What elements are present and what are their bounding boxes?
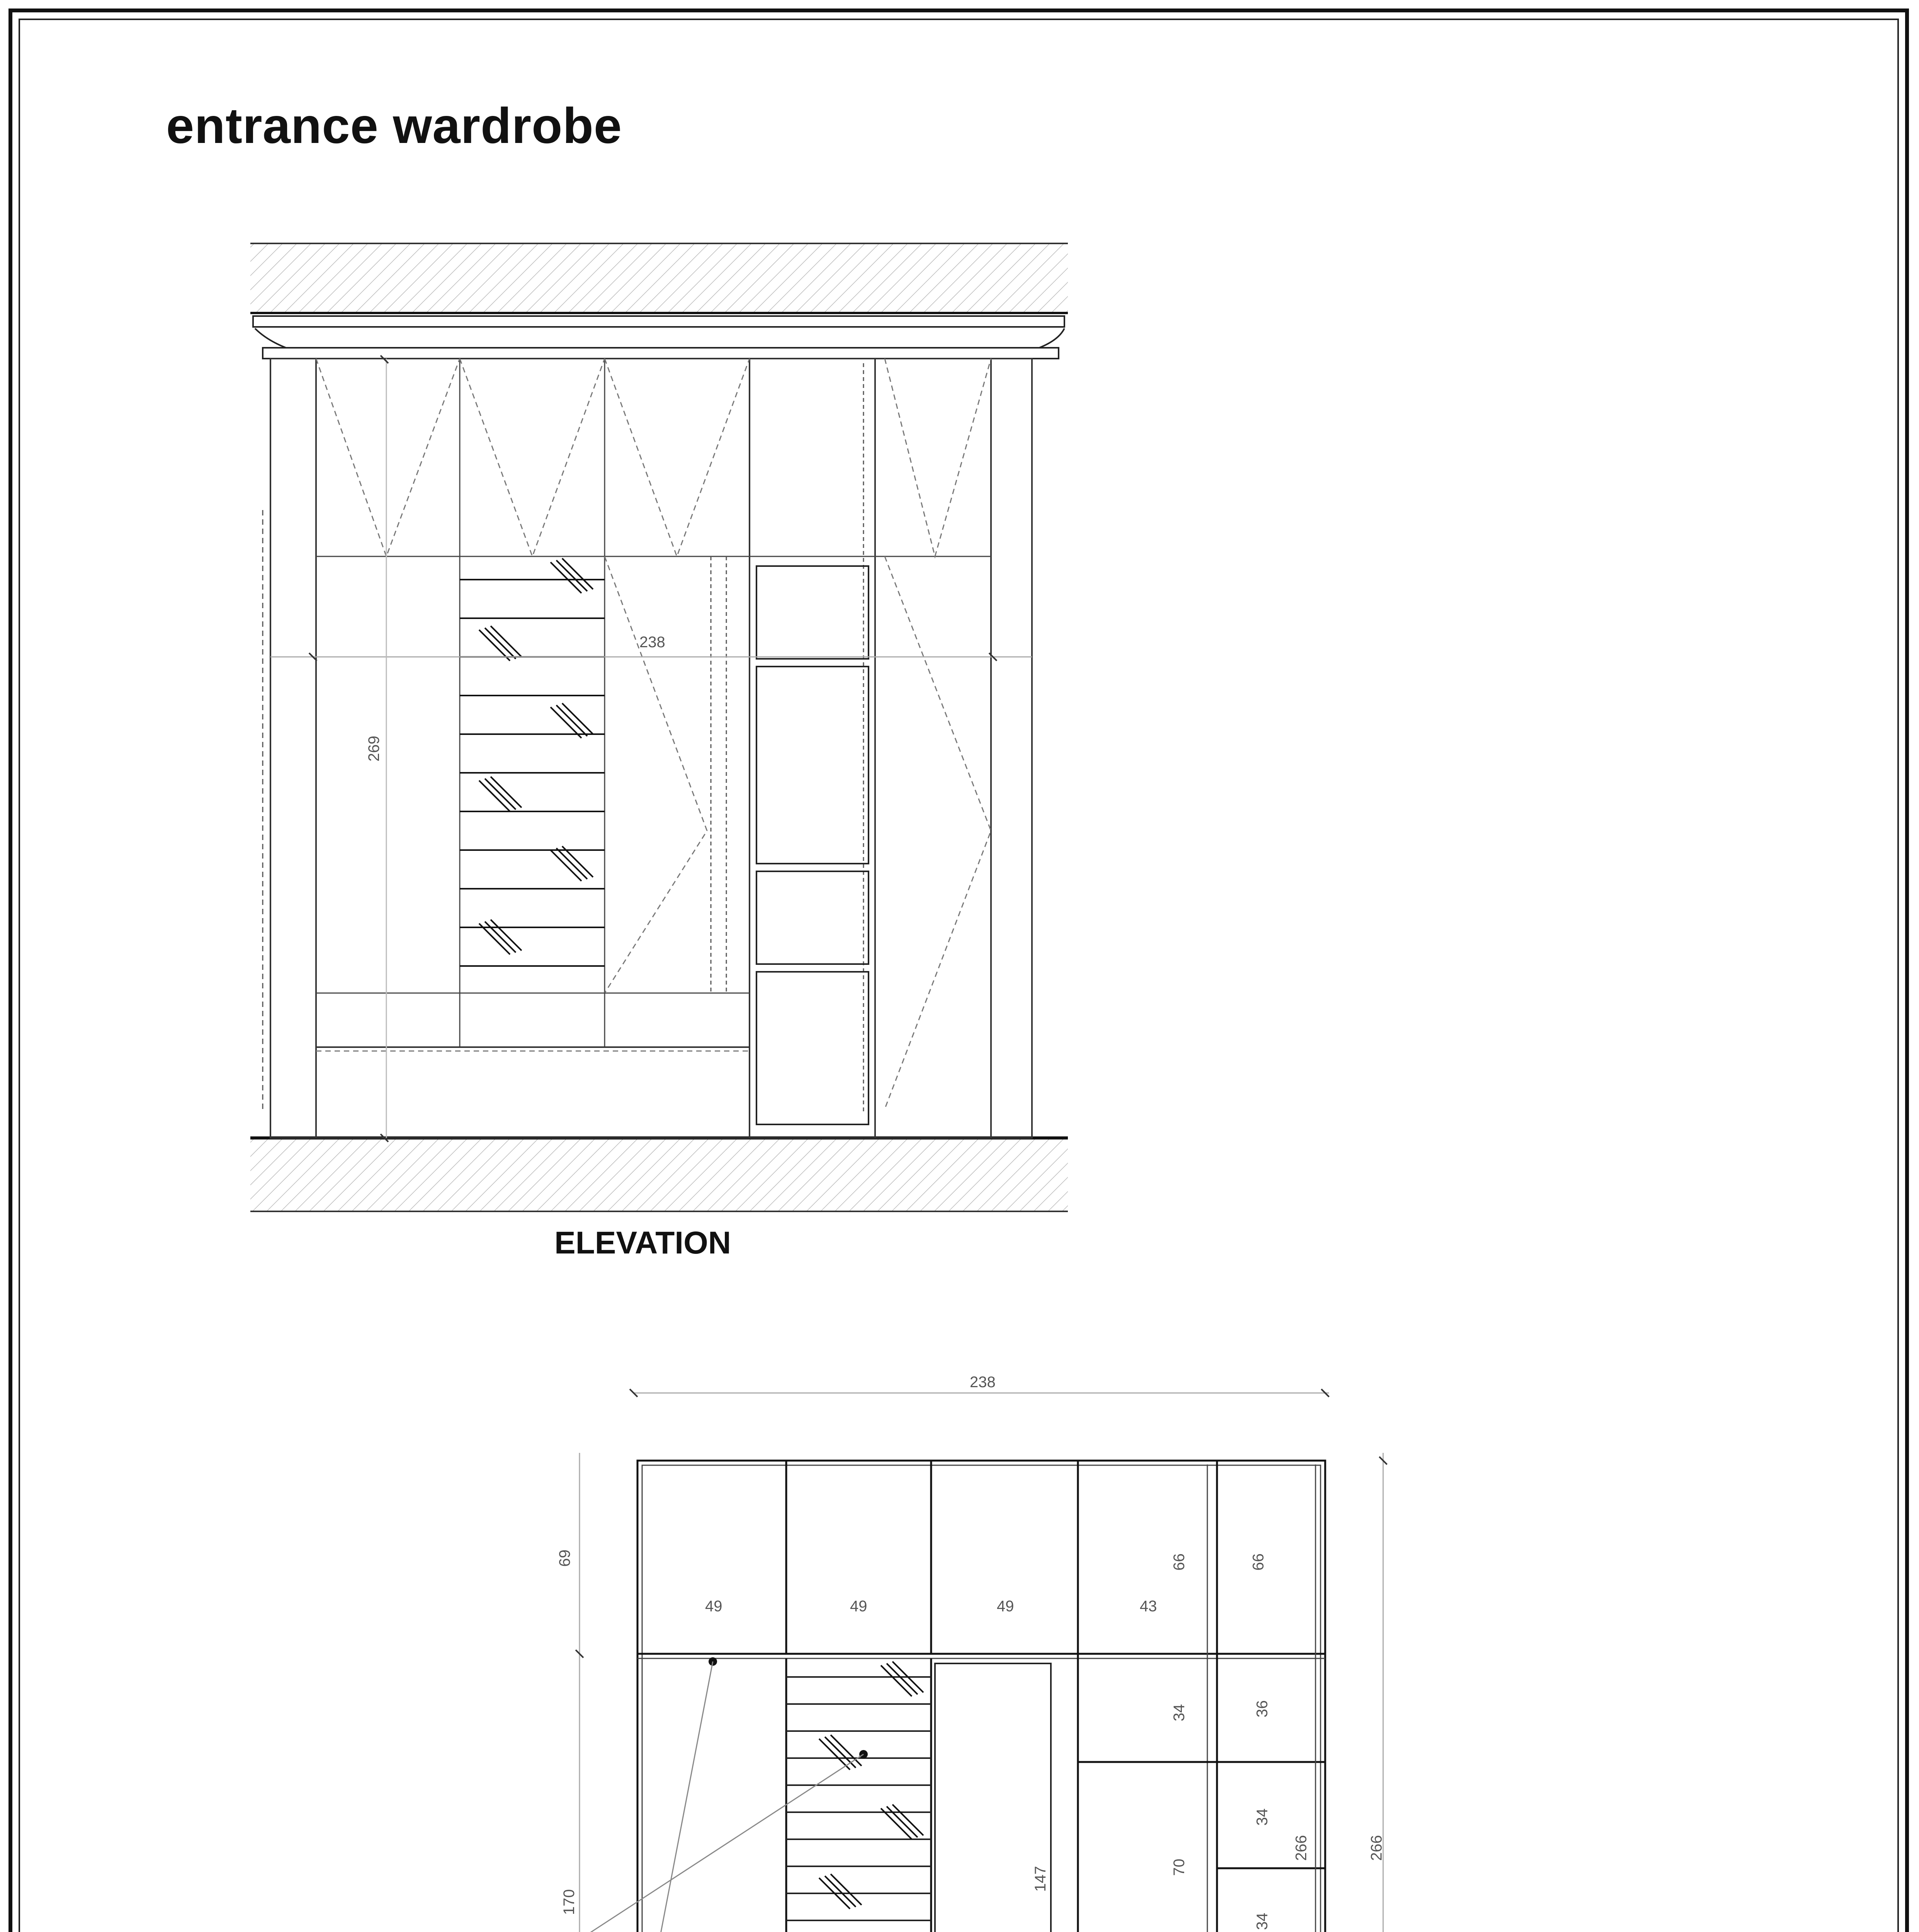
sheet-title: entrance wardrobe xyxy=(166,97,622,154)
section-overall-height: 266 xyxy=(1368,1835,1385,1861)
right-column-b-dim: 34 xyxy=(1253,1808,1271,1826)
top-right-dim: 66 xyxy=(1249,1553,1267,1571)
elevation-label: ELEVATION xyxy=(554,1225,731,1260)
top-cell-dim: 49 xyxy=(850,1598,867,1615)
section-inner-height: 266 xyxy=(1292,1835,1310,1861)
right-column-a-dim: 34 xyxy=(1170,1704,1188,1721)
section-top-row-height: 69 xyxy=(556,1549,573,1567)
right-column-b-dim: 36 xyxy=(1253,1700,1271,1718)
section-overall-width: 238 xyxy=(970,1374,996,1391)
top-cell-dim: 43 xyxy=(1140,1598,1157,1615)
right-column-a-dim: 70 xyxy=(1170,1859,1188,1876)
right-column-b-dim: 34 xyxy=(1253,1913,1271,1930)
elevation-width-dim: 238 xyxy=(639,634,665,651)
top-right-dim: 66 xyxy=(1170,1553,1188,1571)
elevation-height-dim: 269 xyxy=(365,736,382,762)
tall-door-dim: 147 xyxy=(1032,1866,1049,1892)
top-cell-dim: 49 xyxy=(997,1598,1014,1615)
top-cell-dim: 49 xyxy=(705,1598,722,1615)
section-middle-height: 170 xyxy=(560,1889,578,1915)
